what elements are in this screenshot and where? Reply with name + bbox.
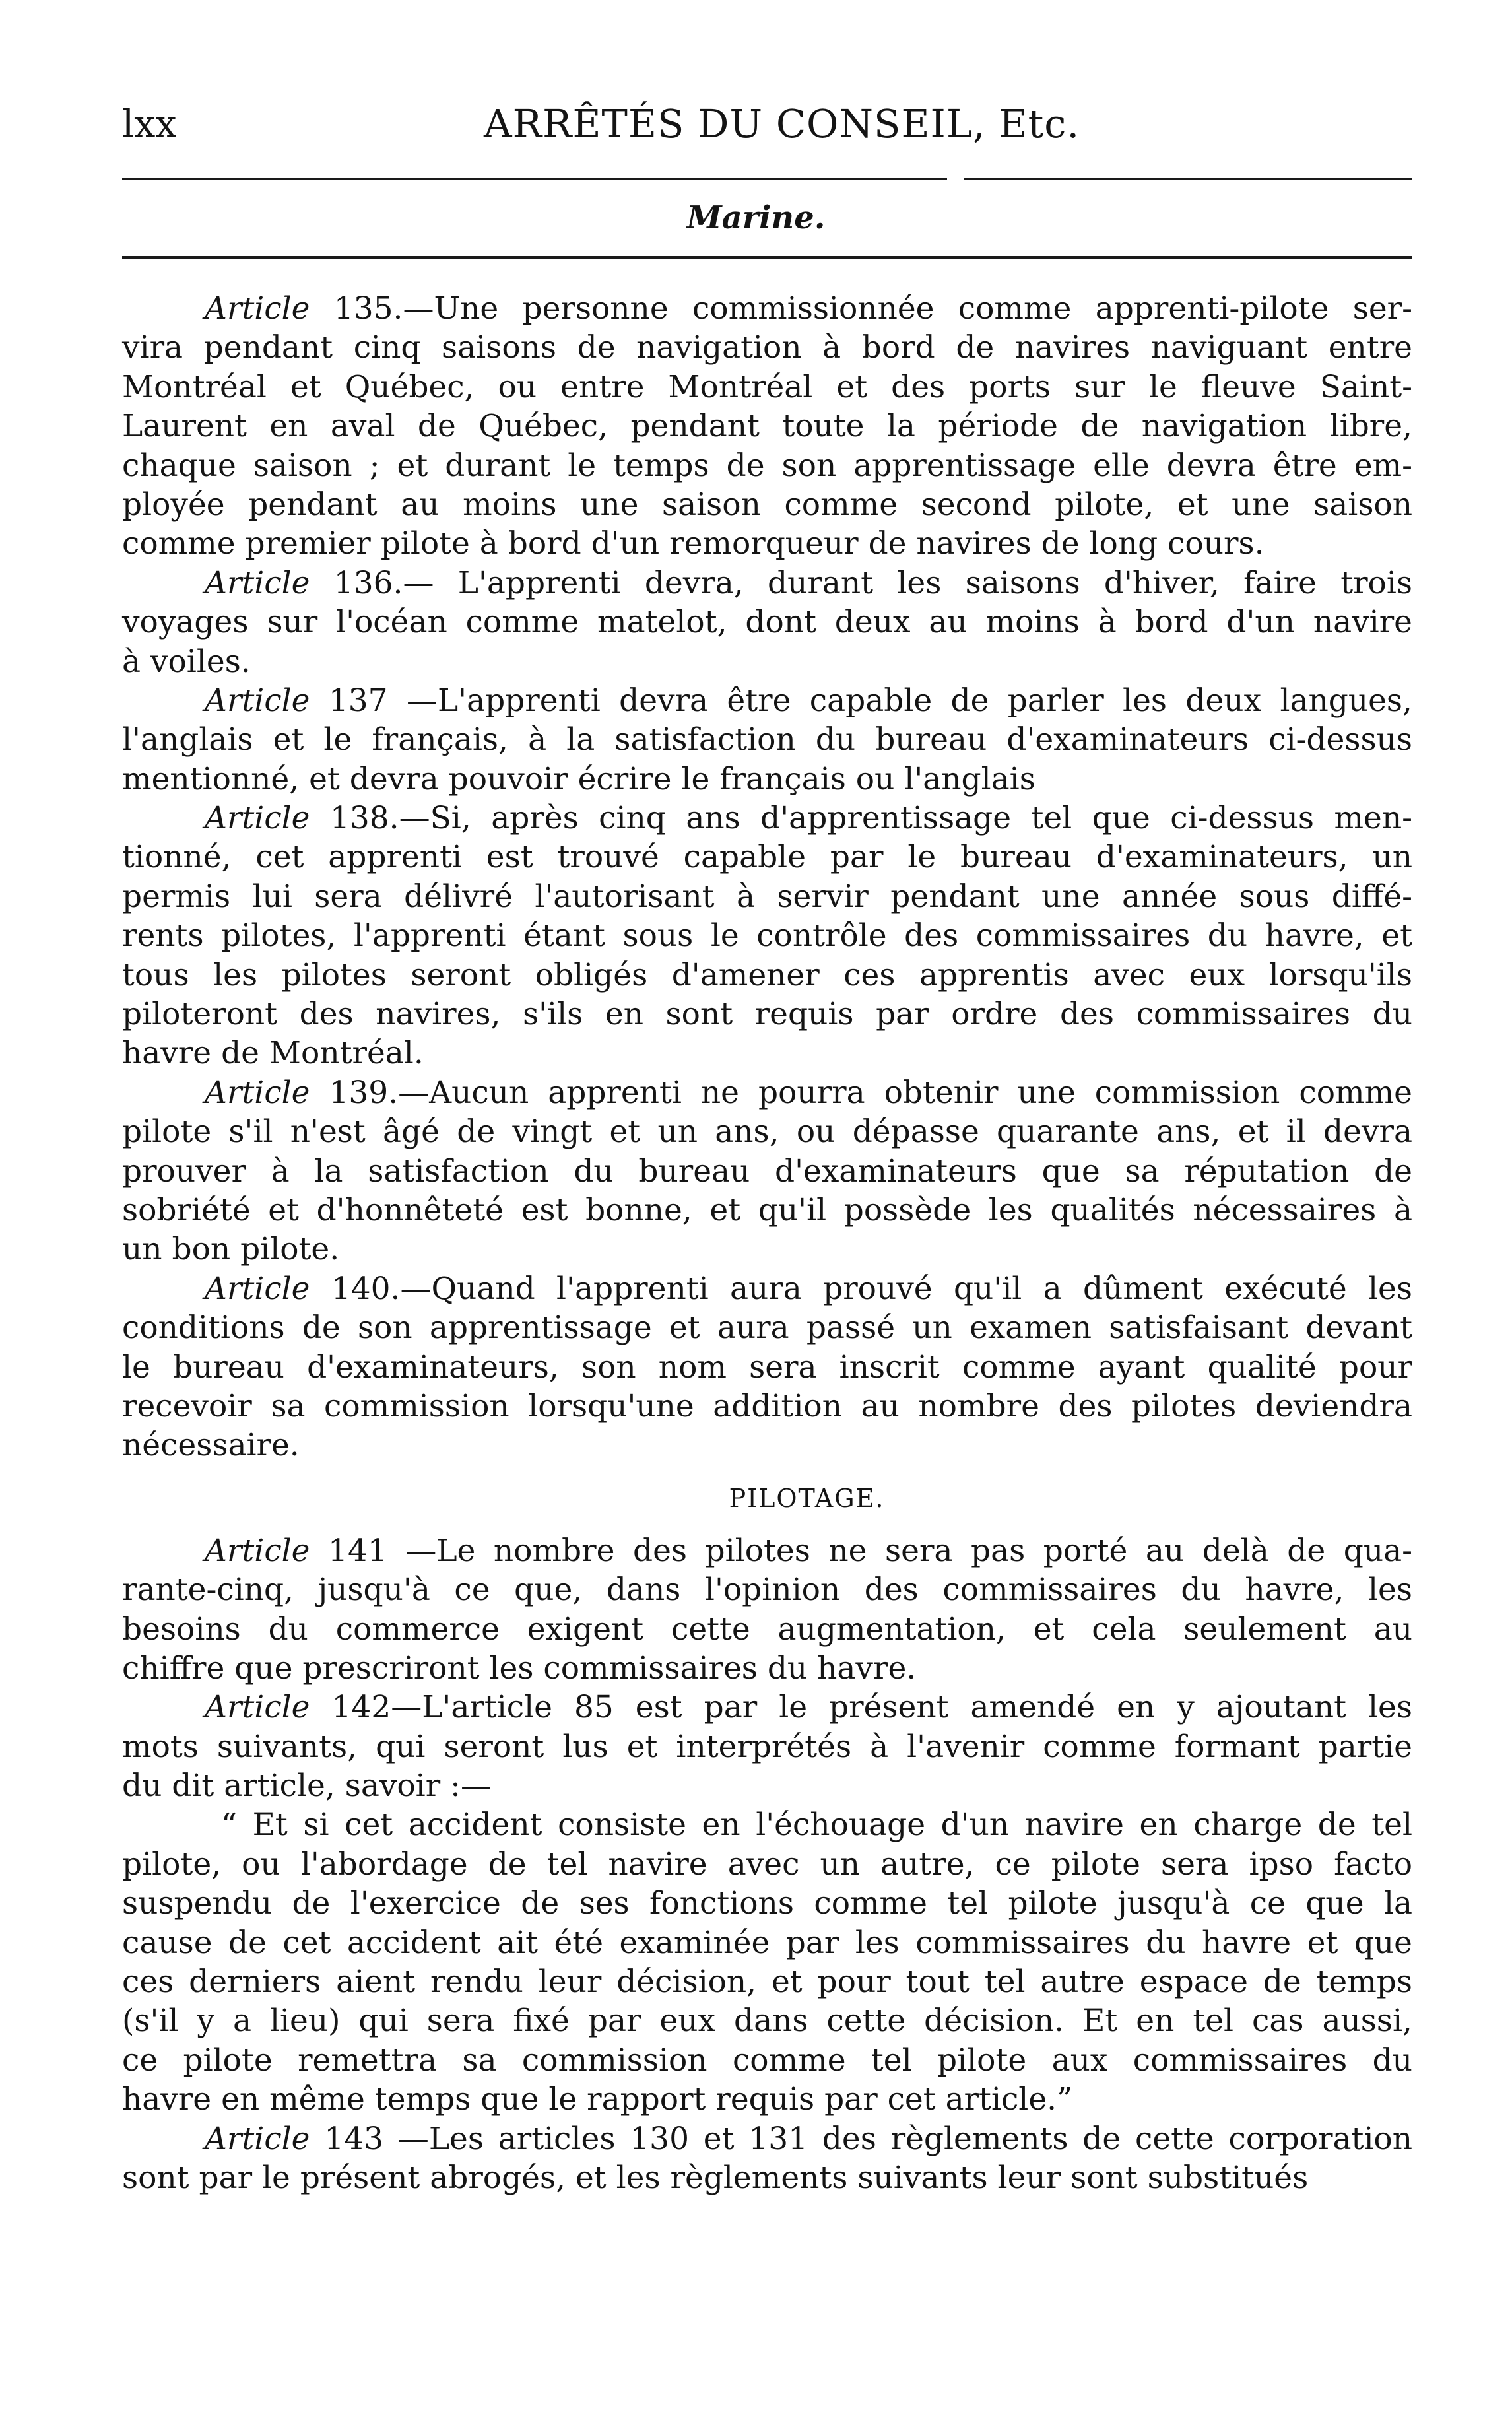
text-line bbox=[122, 1531, 1412, 1570]
article-label: Article bbox=[205, 800, 310, 837]
article-label: Article bbox=[205, 1270, 310, 1307]
article-text: 141 —Le nombre des pilotes ne sera pas porté au delà de qua- bbox=[310, 1532, 1412, 1569]
text-line: rents pilotes, l'apprenti étant sous le contrôle des commissaires du havre, et bbox=[122, 917, 1412, 954]
text-line: rante-cinq, jusqu'à ce que, dans l'opinion des commissaires du havre, les bbox=[122, 1572, 1412, 1609]
text-line: vira pendant cinq saisons de navigation à bord de navires naviguant entre bbox=[122, 329, 1412, 366]
text-line: besoins du commerce exigent cette augmentation, et cela seulement au bbox=[122, 1611, 1412, 1648]
article-text: 137 —L'apprenti devra être capable de parler les deux langues, bbox=[310, 682, 1412, 719]
article-paragraph bbox=[122, 1688, 1412, 1805]
text-line: à voiles. bbox=[122, 643, 251, 680]
article-text: 140.—Quand l'apprenti aura prouvé qu'il a dûment exécuté les bbox=[310, 1270, 1412, 1307]
article-text: 139.—Aucun apprenti ne pourra obtenir une commission comme bbox=[310, 1074, 1412, 1111]
pilotage-heading: PILOTAGE. bbox=[729, 1483, 885, 1513]
text-line: ce pilote remettra sa commission comme tel pilote aux commissaires du bbox=[122, 2042, 1412, 2079]
article-paragraph bbox=[122, 1269, 1412, 1465]
page-number: lxx bbox=[122, 102, 177, 146]
text-line: le bureau d'examinateurs, son nom sera inscrit comme ayant qualité pour bbox=[122, 1349, 1412, 1385]
article-text: 135.—Une personne commissionnée comme apprenti-pilote ser- bbox=[310, 290, 1412, 327]
text-line: ces derniers aient rendu leur décision, et pour tout tel autre espace de temps bbox=[122, 1964, 1412, 2001]
article-text: 138.—Si, après cinq ans d'apprentissage tel que ci-dessus men- bbox=[310, 800, 1412, 837]
text-line bbox=[122, 289, 1412, 328]
article-label: Article bbox=[205, 682, 310, 719]
text-line: ployée pendant au moins une saison comme second pilote, et une saison bbox=[122, 486, 1412, 523]
article-paragraph bbox=[122, 1073, 1412, 1269]
text-line bbox=[122, 2119, 1412, 2158]
text-line: chiffre que prescriront les commissaires du havre. bbox=[122, 1649, 917, 1686]
text-line: tous les pilotes seront obligés d'amener ces apprentis avec eux lorsqu'ils bbox=[122, 956, 1412, 993]
article-paragraph bbox=[122, 799, 1412, 1073]
text-line bbox=[122, 1688, 1412, 1727]
text-line: conditions de son apprentissage et aura passé un examen satisfaisant devant bbox=[122, 1310, 1412, 1347]
article-text: 143 —Les articles 130 et 131 des règlements de cette corporation bbox=[310, 2120, 1412, 2157]
text-line: piloteront des navires, s'ils en sont requis par ordre des commissaires du bbox=[122, 996, 1412, 1033]
article-paragraph bbox=[122, 289, 1412, 564]
text-line: havre en même temps que le rapport requis par cet article.” bbox=[122, 2081, 1073, 2118]
header-rule-right bbox=[964, 178, 1412, 180]
quoted-paragraph bbox=[122, 1805, 1412, 2119]
article-paragraph bbox=[122, 2119, 1412, 2198]
article-label: Article bbox=[205, 2120, 310, 2157]
text-line: mots suivants, qui seront lus et interprétés à l'avenir comme formant partie bbox=[122, 1728, 1412, 1765]
article-label: Article bbox=[205, 1532, 310, 1569]
text-line: havre de Montréal. bbox=[122, 1035, 424, 1072]
text-line bbox=[122, 1073, 1412, 1112]
article-text: 136.— L'apprenti devra, durant les saisons d'hiver, faire trois bbox=[310, 564, 1412, 601]
text-line: Montréal et Québec, ou entre Montréal et des ports sur le fleuve Saint- bbox=[122, 368, 1412, 405]
article-paragraph bbox=[122, 1531, 1412, 1688]
text-line: tionné, cet apprenti est trouvé capable par le bureau d'examinateurs, un bbox=[122, 839, 1412, 876]
text-line bbox=[122, 799, 1412, 838]
text-line: sont par le présent abrogés, et les règlements suivants leur sont substitués bbox=[122, 2159, 1309, 2196]
text-line: (s'il y a lieu) qui sera fixé par eux dans cette décision. Et en tel cas aussi, bbox=[122, 2003, 1412, 2040]
header-rule-left bbox=[122, 178, 947, 180]
text-line: “ Et si cet accident consiste en l'échouage d'un navire en charge de tel bbox=[221, 1807, 1412, 1844]
article-label: Article bbox=[205, 1074, 310, 1111]
text-line: voyages sur l'océan comme matelot, dont deux au moins à bord d'un navire bbox=[122, 604, 1412, 641]
text-line: pilote, ou l'abordage de tel navire avec un autre, ce pilote sera ipso facto bbox=[122, 1846, 1412, 1882]
text-line: un bon pilote. bbox=[122, 1231, 340, 1268]
article-label: Article bbox=[205, 564, 310, 601]
text-line bbox=[122, 681, 1412, 720]
text-line: prouver à la satisfaction du bureau d'examinateurs que sa réputation de bbox=[122, 1152, 1412, 1189]
article-paragraph bbox=[122, 564, 1412, 681]
text-line: l'anglais et le français, à la satisfaction du bureau d'examinateurs ci-dessus bbox=[122, 721, 1412, 758]
text-line: suspendu de l'exercice de ses fonctions comme tel pilote jusqu'à ce que la bbox=[122, 1885, 1412, 1922]
running-title: ARRÊTÉS DU CONSEIL, Etc. bbox=[484, 101, 1080, 147]
body-text bbox=[122, 289, 1412, 2197]
page-header bbox=[122, 98, 1412, 157]
text-line: mentionné, et devra pouvoir écrire le français ou l'anglais bbox=[122, 760, 1035, 797]
text-line: chaque saison ; et durant le temps de son apprentissage elle devra être em- bbox=[122, 447, 1412, 484]
article-paragraph bbox=[122, 681, 1412, 799]
text-line bbox=[122, 564, 1412, 603]
text-line: comme premier pilote à bord d'un remorqueur de navires de long cours. bbox=[122, 525, 1265, 562]
section-heading: Marine. bbox=[686, 199, 826, 236]
text-line: du dit article, savoir :— bbox=[122, 1768, 492, 1805]
article-label: Article bbox=[205, 1689, 310, 1726]
article-text: 142—L'article 85 est par le présent amendé en y ajoutant les bbox=[310, 1689, 1412, 1726]
text-line: Laurent en aval de Québec, pendant toute la période de navigation libre, bbox=[122, 408, 1412, 445]
text-line: cause de cet accident ait été examinée par les commissaires du havre et que bbox=[122, 1924, 1412, 1961]
article-label: Article bbox=[205, 290, 310, 327]
section-rule bbox=[122, 256, 1412, 259]
text-line: sobriété et d'honnêteté est bonne, et qu'il possède les qualités nécessaires à bbox=[122, 1191, 1412, 1228]
text-line: nécessaire. bbox=[122, 1427, 300, 1464]
text-line: pilote s'il n'est âgé de vingt et un ans, ou dépasse quarante ans, et il devra bbox=[122, 1114, 1412, 1150]
text-line: permis lui sera délivré l'autorisant à servir pendant une année sous diffé- bbox=[122, 878, 1412, 915]
text-line: recevoir sa commission lorsqu'une addition au nombre des pilotes deviendra bbox=[122, 1387, 1412, 1424]
text-line bbox=[122, 1269, 1412, 1308]
